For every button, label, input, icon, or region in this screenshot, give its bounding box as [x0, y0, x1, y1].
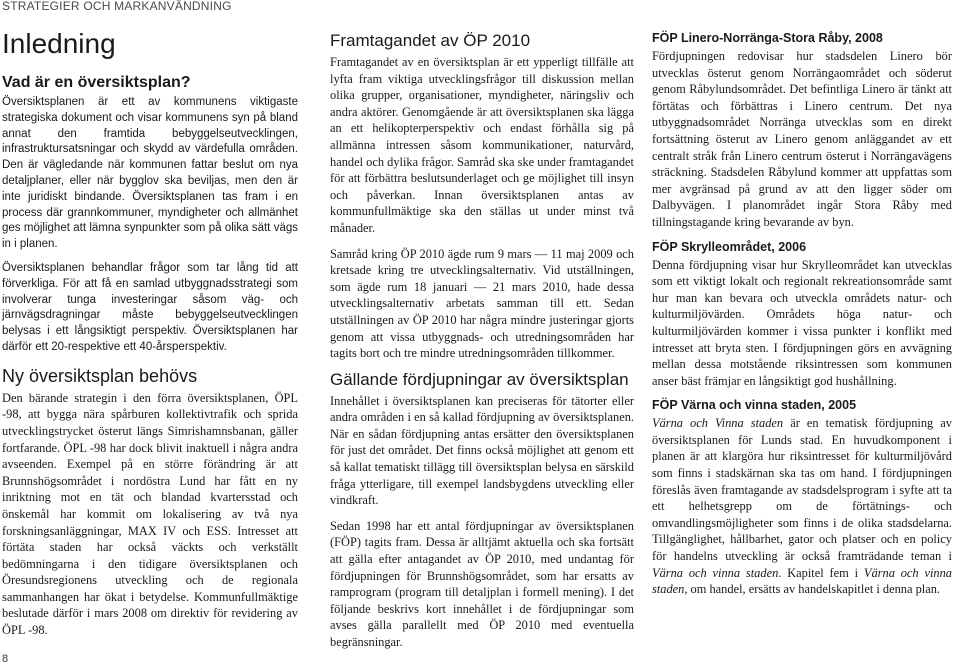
page-number: 8	[2, 653, 9, 665]
heading-new-plan-needed: Ny översiktsplan behövs	[2, 365, 198, 386]
heading-fop-linero: FÖP Linero-Norränga-Stora Råby, 2008	[652, 31, 883, 45]
heading-current-deepenings: Gällande fördjupningar av översiktsplan	[330, 369, 629, 389]
heading-fop-skrylle: FÖP Skrylleområdet, 2006	[652, 239, 807, 254]
italic-title-2: Värna och vinna staden	[652, 565, 779, 580]
paragraph-op2010-1: Framtagandet av en översiktsplan är ett ypperligt tillfälle att lyfta fram viktiga utvecklingsfrågor till diskussion mellan olika grupper, organisationer, myndigheter, näringsliv och andra aktörer. Genomgående är att översiktsplanen ska lägga an ett helikopterperspektiv och endast förhålla sig på allmänna intressen såsom kommunikationer, naturvård, handel och dylika frågor. Samråd ska ske under framtagandet för att förbättra beslutsunderlaget och ge möjlighet till insyn och påverkan. Innan översiktsplanen antas av kommunfullmäktige ska den ställas ut under minst två månader.	[330, 55, 634, 235]
paragraph-fop-varna-part-b: . Kapitel fem i	[778, 565, 864, 580]
subtitle-what-is-plan: Vad är en översiktsplan?	[2, 74, 191, 91]
italic-title-1: Värna och Vinna staden	[652, 416, 784, 431]
intro-paragraph-1: Översiktsplanen är ett av kommunens viktigaste strategiska dokument och visar kommunens syn på bland annat den framtida bebyggelseutvecklingen, infrastruktursatsningar och skydd av värdefulla områden. Den är vägledande när kommunen fattar beslut om nya detaljplaner, eller när bygglov ska beviljas, men den är inte juridiskt bindande. Översiktsplanen tas fram i en process där grannkommuner, myndigheter och allmänhet ges möjlighet att lämna synpunkter som på olika sätt vägs in i planen.	[2, 96, 298, 251]
page-title: Inledning	[2, 28, 116, 59]
paragraph-deepenings-1: Innehållet i översiktsplanen kan preciseras för tätorter eller andra områden i en så kallad fördjupning av översiktsplanen. När en sådan fördjupning antas ersätter den översiktsplanen för just det området. Det finns också möjlighet att genom ett så kallat tematiskt tillägg till översiktsplan belysa en särskild fråga ytterligare, till exempel landsbygdens utveckling eller vindkraft.	[330, 393, 634, 508]
paragraph-fop-varna	[652, 415, 952, 598]
running-header: STRATEGIER OCH MARKANVÄNDNING	[2, 0, 232, 13]
paragraph-new-plan: Den bärande strategin i den förra översiktsplanen, ÖPL -98, att bygga nära spårburen kollektivtrafik och sprida utvecklingstrycket österut längs Simrishamnsbanan, gäller fortfarande. ÖPL -98 har dock blivit inaktuell i några andra avseenden. Exempel på en större förändring är att Brunnshögsområdet i nordöstra Lund har fått en ny inriktning mot en tät och blandad kvartersstad och önskemål har kommit om lokalisering av två nya forskningsanläggningar, MAX IV och ESS. Intresset att förtäta staden har också väckts och verkställt bedömningarna i den tidigare översiktsplanen och Öresundsregionens utveckling och de regionala sammanhangen har ökat i betydelse. Kommunfullmäktige beslutade därför i mars 2008 om direktiv för revidering av ÖPL -98.	[2, 390, 298, 638]
paragraph-fop-varna-part-a: är en tematisk fördjupning av översiktsplanen för Lunds stad. En huvudkomponent i planen är att klargöra hur riksintresset för kulturmiljövård som finns i stadskärnan ska tas om hand. I fördjupningen föreslås även framtagande av stadsdelsprogram i syfte att ta ett helhetsgrepp om de förtätnings- och omvandlingsmöjligheter som finns i de olika stadsdelarna. Tillgänglighet, hållbarhet, gator och platser och en policy för handelns utveckling är också framträdande teman i	[652, 416, 952, 564]
paragraph-fop-varna-part-c: , om handel, ersätts av handelskapitlet i denna plan.	[684, 582, 941, 597]
paragraph-fop-skrylle: Denna fördjupning visar hur Skrylleområdet kan utvecklas som ett viktigt lokalt och regionalt rekreationsområde samt hur man kan bevara och utveckla områdets natur- och kulturmiljövärden. Områdets höga natur- och kulturmiljövärden kommer i vissa punkter i konflikt med intresset att bryta sten. I fördjupningen görs en avvägning mellan dessa motstående riksintressen som kommunen anser bäst främjar en långsiktigt god hushållning.	[652, 257, 952, 388]
heading-op2010: Framtagandet av ÖP 2010	[330, 31, 531, 50]
italic-title-3: Värna och vinna staden	[652, 565, 952, 597]
paragraph-op2010-2: Samråd kring ÖP 2010 ägde rum 9 mars — 11 maj 2009 och kretsade kring tre utvecklingsalternativ. Vid utställningen, som ägde rum 18 januari — 21 mars 2010, hade dessa utvecklingsalternativ arbetats samman till ett. Sedan utställningen av ÖP 2010 har några mindre justeringar gjorts genom att vissa utbyggnads- och utredningsområden har tagits bort och tre mindre utredningsområden tillkommer.	[330, 246, 634, 361]
paragraph-fop-linero: Fördjupningen redovisar hur stadsdelen Linero bör utvecklas österut genom Norrängaområdet och söderut genom Råbylundsområdet. Det befintliga Linero är tänkt att förtätas och förbättras i Linero centrum. Det nya utbyggnadsområdet Norränga utvecklas som en direkt fortsättning österut av Linero genom anläggandet av ett centralt stråk från Linero centrum österut i Norrängavägens sträckning. Stadsdelen Råbylund kommer att uppfattas som mer avgränsad på grund av att den ligger söder om Dalbyvägen. I planområdet ingår Stora Råby med tillningstagande kring bevarande av byn.	[652, 49, 952, 229]
paragraph-deepenings-2: Sedan 1998 har ett antal fördjupningar av översiktsplanen (FÖP) tagits fram. Dessa är alltjämt aktuella och ska fortsätt att gälla efter antagandet av ÖP 2010, med undantag för fördjupningen för Brunnshögsområdet, som har ersatts av ramprogram (program till detaljplan i formell mening). I det följande beskrivs kort innehållet i de fördjupningar som avses gälla parallellt med ÖP 2010 med eventuella begränsningar.	[330, 518, 634, 649]
heading-fop-varna: FÖP Värna och vinna staden, 2005	[652, 398, 857, 413]
intro-paragraph-2: Översiktsplanen behandlar frågor som tar lång tid att förverkliga. För att få en samlad utbyggnadsstrategi som involverar tunga investeringar såsom väg- och järnvägsdragningar måste bebyggelseutvecklingen belysas i ett långsiktigt perspektiv. Översiktsplanen har därför ett 20-respektive ett 40-årsperspektiv.	[2, 261, 298, 353]
